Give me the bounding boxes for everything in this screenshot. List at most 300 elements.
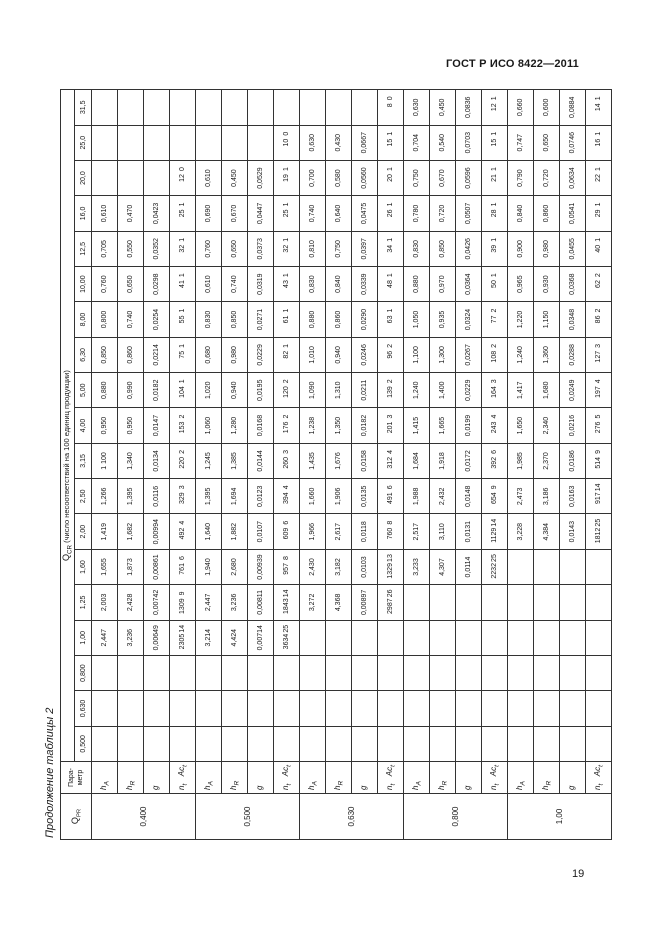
value-cell (508, 726, 534, 761)
value-cell (144, 726, 170, 761)
ac-value: 8 (387, 520, 394, 525)
value-cell: 0,0364 (456, 266, 482, 301)
value-cell (482, 125, 508, 160)
value-cell: 1,873 (118, 549, 144, 584)
ac-value: 6 (179, 556, 186, 560)
column-header: 8,00 (75, 302, 92, 337)
value-cell: 0,0319 (248, 266, 274, 301)
value-cell (222, 90, 248, 125)
qpr-cell: 1,00 (508, 794, 612, 840)
value-cell (326, 691, 352, 726)
value-cell (482, 231, 508, 266)
value-cell: 1,940 (196, 549, 222, 584)
n-value: 276 (595, 421, 602, 434)
value-cell: 0,00939 (248, 549, 274, 584)
value-cell (482, 549, 508, 584)
ac-value: 1 (179, 308, 186, 313)
n-value: 82 (283, 350, 290, 359)
n-value: 39 (491, 244, 498, 253)
n-value: 127 (595, 350, 602, 363)
table-row (560, 90, 586, 840)
value-cell (586, 514, 612, 549)
value-cell: 0,0254 (144, 302, 170, 337)
value-cell (274, 620, 300, 655)
value-cell (482, 196, 508, 231)
n-value: 1329 (387, 563, 394, 579)
ac-value: 1 (283, 308, 290, 313)
value-cell (248, 125, 274, 160)
value-cell (170, 479, 196, 514)
value-cell: 0,0148 (456, 479, 482, 514)
value-cell: 0,940 (222, 373, 248, 408)
value-cell (144, 655, 170, 690)
ac-value: 2 (179, 414, 186, 419)
value-cell (378, 514, 404, 549)
n-value: 491 (387, 492, 394, 504)
value-cell (482, 620, 508, 655)
value-cell (482, 514, 508, 549)
n-value: 153 (179, 421, 186, 434)
n-value: 1843 (283, 598, 290, 614)
value-cell: 0,610 (196, 266, 222, 301)
value-cell: 0,830 (196, 302, 222, 337)
value-cell (92, 125, 118, 160)
value-cell (222, 691, 248, 726)
value-cell: 2,370 (534, 443, 560, 478)
value-cell (482, 90, 508, 125)
value-cell: 1,882 (222, 514, 248, 549)
table-row (404, 90, 430, 840)
value-cell: 2,003 (92, 585, 118, 620)
n-value: 32 (283, 244, 290, 253)
value-cell: 0,00742 (144, 585, 170, 620)
value-cell: 0,00714 (248, 620, 274, 655)
n-value: 197 (595, 386, 602, 398)
ac-value: 6 (387, 485, 394, 490)
value-cell (430, 691, 456, 726)
value-cell (248, 691, 274, 726)
value-cell (118, 655, 144, 690)
ac-value: 0 (283, 131, 290, 136)
n-value: 164 (491, 386, 498, 398)
value-cell (144, 160, 170, 195)
table-row (586, 90, 612, 840)
value-cell (196, 90, 222, 125)
ac-value: 1 (387, 273, 394, 278)
column-header: 0,630 (75, 691, 92, 726)
n-value: 2232 (491, 563, 498, 579)
value-cell: 0,0324 (456, 302, 482, 337)
value-cell: 0,0172 (456, 443, 482, 478)
value-cell (534, 726, 560, 761)
value-cell (170, 408, 196, 443)
value-cell: 0,0348 (560, 302, 586, 337)
value-cell: 1,280 (222, 408, 248, 443)
value-cell (404, 655, 430, 690)
n-value: 14 (595, 103, 602, 112)
n-value: 917 (595, 492, 602, 504)
n-value: 96 (387, 350, 394, 359)
n-value: 392 (491, 456, 498, 469)
n-value: 1812 (595, 527, 602, 544)
value-cell: 1,240 (404, 373, 430, 408)
param-cell: $n_t$ $Ac_t$ (274, 762, 300, 794)
value-cell (404, 691, 430, 726)
value-cell: 1,350 (326, 408, 352, 443)
ac-value: 2 (283, 414, 290, 419)
ac-value: 1 (491, 202, 498, 207)
value-cell: 1,906 (326, 479, 352, 514)
value-cell: 0,930 (534, 266, 560, 301)
value-cell (248, 90, 274, 125)
value-cell (170, 337, 196, 372)
ac-label: $Ac_t$ (280, 765, 293, 777)
value-cell (92, 726, 118, 761)
value-cell: 0,970 (430, 266, 456, 301)
n-value: 394 (283, 492, 290, 504)
n-value: 10 (283, 138, 290, 147)
n-value: 176 (283, 421, 290, 434)
value-cell: 1,245 (196, 443, 222, 478)
param-cell: $h_R$ (118, 762, 144, 794)
value-cell: 0,00897 (352, 585, 378, 620)
value-cell: 0,965 (508, 266, 534, 301)
value-cell: 1,100 (404, 337, 430, 372)
value-cell (196, 655, 222, 690)
param-cell: g (352, 762, 378, 794)
value-cell: 0,935 (430, 302, 456, 337)
value-cell: 0,670 (222, 196, 248, 231)
value-cell: 1,650 (508, 408, 534, 443)
value-cell: 0,720 (534, 160, 560, 195)
value-cell (144, 90, 170, 125)
value-cell (586, 585, 612, 620)
value-cell: 0,0703 (456, 125, 482, 160)
value-cell (482, 160, 508, 195)
value-cell: 0,840 (508, 196, 534, 231)
table-row (170, 90, 196, 840)
document-header: ГОСТ Р ИСО 8422—2011 (445, 58, 579, 70)
value-cell (170, 691, 196, 726)
value-cell: 1,020 (196, 373, 222, 408)
value-cell: 2,473 (508, 479, 534, 514)
ac-value: 1 (595, 131, 602, 136)
value-cell: 0,0507 (456, 196, 482, 231)
table-row (248, 90, 274, 840)
ac-value: 2 (283, 379, 290, 384)
n-value: 260 (283, 456, 290, 469)
value-cell: 0,880 (92, 373, 118, 408)
table-row (430, 90, 456, 840)
value-cell: 0,610 (196, 160, 222, 195)
n-value: 43 (283, 280, 290, 288)
ac-value: 14 (491, 518, 498, 527)
value-cell (222, 726, 248, 761)
n-value: 48 (387, 280, 394, 288)
column-header: 1,00 (75, 620, 92, 655)
value-cell: 0,0147 (144, 408, 170, 443)
ac-value: 1 (491, 96, 498, 101)
value-cell (170, 125, 196, 160)
value-cell (508, 691, 534, 726)
ac-value: 1 (179, 202, 186, 207)
value-cell: 0,650 (118, 266, 144, 301)
value-cell (326, 90, 352, 125)
ac-value: 1 (595, 237, 602, 242)
value-cell (508, 620, 534, 655)
value-cell: 0,705 (92, 231, 118, 266)
value-cell (586, 726, 612, 761)
value-cell: 0,830 (404, 231, 430, 266)
value-cell (482, 443, 508, 478)
value-cell (456, 655, 482, 690)
value-cell: 1,660 (300, 479, 326, 514)
qpr-cell: 0,500 (196, 794, 300, 840)
value-cell: 0,990 (118, 373, 144, 408)
value-cell: 1,240 (508, 337, 534, 372)
value-cell: 0,0182 (144, 373, 170, 408)
value-cell: 1,090 (300, 373, 326, 408)
n-value: 761 (179, 563, 186, 575)
value-cell (586, 125, 612, 160)
column-header: 1,60 (75, 549, 92, 584)
value-cell: 2,430 (300, 549, 326, 584)
table-row (92, 90, 118, 840)
value-cell: 3,110 (430, 514, 456, 549)
value-cell: 0,600 (534, 90, 560, 125)
ac-value: 9 (595, 450, 602, 454)
value-cell (534, 549, 560, 584)
value-cell: 0,0211 (352, 373, 378, 408)
value-cell (378, 726, 404, 761)
value-cell: 0,850 (222, 302, 248, 337)
column-header: 12,5 (75, 231, 92, 266)
value-cell (170, 266, 196, 301)
value-cell: 0,704 (404, 125, 430, 160)
value-cell: 1,682 (118, 514, 144, 549)
value-cell (300, 620, 326, 655)
value-cell: 0,0216 (560, 408, 586, 443)
ac-value: 4 (179, 520, 186, 525)
value-cell: 0,660 (508, 90, 534, 125)
value-cell: 0,980 (222, 337, 248, 372)
value-cell (586, 620, 612, 655)
value-cell: 0,670 (430, 160, 456, 195)
value-cell: 0,630 (404, 90, 430, 125)
value-cell (378, 479, 404, 514)
value-cell (378, 549, 404, 584)
value-cell: 0,630 (300, 125, 326, 160)
value-cell (430, 620, 456, 655)
value-cell (534, 655, 560, 690)
value-cell: 0,0541 (560, 196, 586, 231)
ac-value: 4 (387, 450, 394, 454)
value-cell: 0,580 (326, 160, 352, 195)
value-cell: 1,694 (222, 479, 248, 514)
table-row (352, 90, 378, 840)
value-cell (170, 302, 196, 337)
value-cell: 0,880 (300, 302, 326, 337)
value-cell: 0,0246 (352, 337, 378, 372)
value-cell (170, 549, 196, 584)
value-cell (170, 585, 196, 620)
ac-value: 1 (283, 167, 290, 172)
value-cell: 3,228 (508, 514, 534, 549)
value-cell: 0,450 (430, 90, 456, 125)
value-cell (274, 655, 300, 690)
n-value: 40 (595, 244, 602, 253)
value-cell (378, 443, 404, 478)
param-cell: g (248, 762, 274, 794)
value-cell: 1 100 (92, 443, 118, 478)
n-value: 957 (283, 563, 290, 575)
value-cell (274, 479, 300, 514)
value-cell: 0,760 (92, 266, 118, 301)
value-cell: 0,740 (300, 196, 326, 231)
ac-value: 13 (387, 554, 394, 562)
ac-value: 1 (283, 202, 290, 207)
param-cell: $n_t$ $Ac_t$ (482, 762, 508, 794)
value-cell: 3,233 (404, 549, 430, 584)
table-row (144, 90, 170, 840)
column-header: 3,15 (75, 443, 92, 478)
value-cell (170, 620, 196, 655)
value-cell: 1,220 (508, 302, 534, 337)
qcr-header: $Q_{CR}$ (число несоответствий на 100 единиц продукции) (61, 90, 75, 762)
ac-value: 25 (491, 554, 498, 562)
ac-value: 2 (595, 308, 602, 313)
value-cell: 4,384 (534, 514, 560, 549)
value-cell (170, 514, 196, 549)
value-cell (352, 620, 378, 655)
ac-value: 0 (179, 167, 186, 172)
value-cell: 1,310 (326, 373, 352, 408)
ac-value: 9 (179, 591, 186, 596)
value-cell: 0,0667 (352, 125, 378, 160)
value-cell: 0,0158 (352, 443, 378, 478)
value-cell (482, 726, 508, 761)
value-cell (170, 373, 196, 408)
value-cell: 0,0229 (248, 337, 274, 372)
value-cell (196, 726, 222, 761)
param-cell: $h_R$ (326, 762, 352, 794)
value-cell (92, 160, 118, 195)
n-value: 34 (387, 244, 394, 253)
value-cell: 1,655 (92, 549, 118, 584)
column-header: 0,500 (75, 726, 92, 761)
ac-value: 1 (595, 167, 602, 172)
column-header: 1,25 (75, 585, 92, 620)
value-cell (118, 125, 144, 160)
value-cell: 1,918 (430, 443, 456, 478)
n-value: 1309 (179, 598, 186, 614)
value-cell (274, 726, 300, 761)
value-cell (586, 90, 612, 125)
value-cell (118, 726, 144, 761)
value-cell: 0,0186 (560, 443, 586, 478)
param-cell: $h_R$ (222, 762, 248, 794)
column-header: 31,5 (75, 90, 92, 125)
ac-value: 25 (283, 624, 290, 633)
value-cell (170, 196, 196, 231)
value-cell: 1,680 (534, 373, 560, 408)
value-cell (560, 585, 586, 620)
value-cell: 0,850 (92, 337, 118, 372)
n-value: 1129 (491, 527, 498, 543)
value-cell: 1,985 (508, 443, 534, 478)
ac-value: 2 (491, 308, 498, 313)
value-cell: 0,540 (430, 125, 456, 160)
value-cell (404, 620, 430, 655)
value-cell: 1,400 (430, 373, 456, 408)
value-cell: 0,950 (92, 408, 118, 443)
value-cell: 0,470 (118, 196, 144, 231)
value-cell: 0,550 (118, 231, 144, 266)
n-value: 19 (283, 174, 290, 182)
n-value: 329 (179, 492, 186, 504)
n-value: 8 (387, 103, 394, 108)
ac-value: 5 (595, 414, 602, 419)
param-cell: $n_t$ $Ac_t$ (586, 762, 612, 794)
value-cell (430, 655, 456, 690)
value-cell (274, 585, 300, 620)
value-cell: 4,368 (326, 585, 352, 620)
value-cell (404, 726, 430, 761)
ac-value: 1 (283, 273, 290, 278)
value-cell: 0,0290 (352, 302, 378, 337)
table-row (222, 90, 248, 840)
value-cell: 1,150 (534, 302, 560, 337)
value-cell (274, 408, 300, 443)
value-cell: 0,0529 (248, 160, 274, 195)
value-cell: 0,00861 (144, 549, 170, 584)
value-cell: 0,880 (404, 266, 430, 301)
value-cell (456, 726, 482, 761)
value-cell (274, 196, 300, 231)
value-cell (482, 479, 508, 514)
n-value: 61 (283, 315, 290, 324)
value-cell: 0,0426 (456, 231, 482, 266)
value-cell: 0,740 (222, 266, 248, 301)
value-cell: 0,0107 (248, 514, 274, 549)
value-cell (560, 655, 586, 690)
table-row (326, 90, 352, 840)
value-cell: 0,950 (118, 408, 144, 443)
ac-value: 1 (179, 343, 186, 348)
n-value: 104 (179, 386, 186, 398)
value-cell: 0,0135 (352, 479, 378, 514)
value-cell: 0,860 (534, 196, 560, 231)
value-cell: 1,010 (300, 337, 326, 372)
value-cell: 1,417 (508, 373, 534, 408)
n-value: 55 (179, 315, 186, 324)
param-cell: $h_R$ (534, 762, 560, 794)
ac-value: 4 (595, 379, 602, 384)
n-value: 28 (491, 209, 498, 218)
value-cell: 0,860 (118, 337, 144, 372)
value-cell: 0,0131 (456, 514, 482, 549)
value-cell: 0,640 (326, 196, 352, 231)
column-header: 16,0 (75, 196, 92, 231)
value-cell (430, 726, 456, 761)
value-cell: 0,0447 (248, 196, 274, 231)
value-cell (378, 620, 404, 655)
ac-value: 3 (595, 343, 602, 348)
value-cell (274, 443, 300, 478)
ac-value: 14 (595, 483, 602, 492)
value-cell (378, 408, 404, 443)
value-cell (196, 691, 222, 726)
